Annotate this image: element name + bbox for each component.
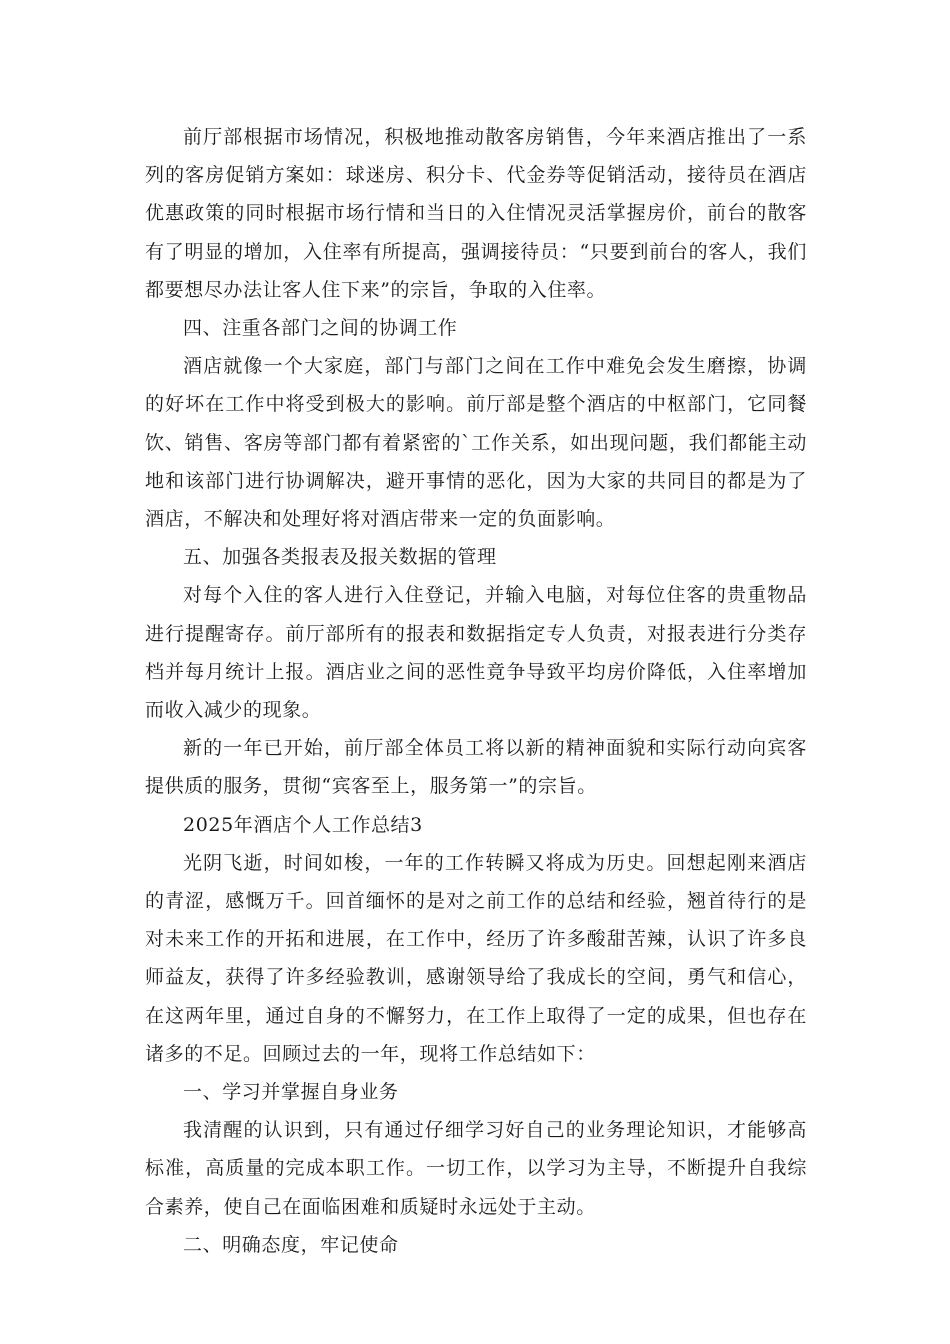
paragraph-learn-business: 我清醒的认识到，只有通过仔细学习好自己的业务理论知识，才能够高标准，高质量的完成本职工作。一切工作，以学习为主导，不断提升自我综合素养，使自己在面临困难和质疑时永远处于主动。 <box>145 1119 807 1218</box>
heading-report-management: 五、加强各类报表及报关数据的管理 <box>183 546 497 569</box>
document-body <box>145 118 807 1264</box>
paragraph-coordination: 酒店就像一个大家庭，部门与部门之间在工作中难免会发生磨擦，协调的好坏在工作中将受到极大的影响。前厅部是整个酒店的中枢部门，它同餐饮、销售、客房等部门都有着紧密的`工作关系，如出现问题，我们都能主动地和该部门进行协调解决，避开事情的恶化，因为大家的共同目的都是为了酒店，不解决和处理好将对酒店带来一定的负面影响。 <box>145 355 807 531</box>
paragraph-new-year: 新的一年已开始，前厅部全体员工将以新的精神面貌和实际行动向宾客提供质的服务，贯彻“宾客至上，服务第一”的宗旨。 <box>145 737 807 798</box>
paragraph-report-management: 对每个入住的客人进行入住登记，并输入电脑，对每位住客的贵重物品进行提醒寄存。前厅部所有的报表和数据指定专人负责，对报表进行分类存档并每月统计上报。酒店业之间的恶性竟争导致平均房价降低，入住率增加而收入减少的现象。 <box>145 584 807 722</box>
heading-attitude-mission: 二、明确态度，牢记使命 <box>183 1233 399 1256</box>
heading-department-coordination: 四、注重各部门之间的协调工作 <box>183 317 458 340</box>
paragraph-front-desk-sales: 前厅部根据市场情况，积极地推动散客房销售，今年来酒店推出了一系列的客房促销方案如：球迷房、积分卡、代金券等促销活动，接待员在酒店优惠政策的同时根据市场行情和当日的入住情况灵活掌握房价，前台的散客有了明显的增加，入住率有所提高，强调接待员：“只要到前台的客人，我们都要想尽办法让客人住下来”的宗旨，争取的入住率。 <box>145 126 807 301</box>
paragraph-summary-intro: 光阴飞逝，时间如梭，一年的工作转瞬又将成为历史。回想起刚来酒店的青涩，感慨万千。回首缅怀的是对之前工作的总结和经验，翘首待行的是对未来工作的开拓和进展，在工作中，经历了许多酸甜苦辣，认识了许多良师益友，获得了许多经验教训，感谢领导给了我成长的空间，勇气和信心，在这两年里，通过自身的不懈努力，在工作上取得了一定的成果，但也存在诸多的不足。回顾过去的一年，现将工作总结如下： <box>145 851 807 1065</box>
section-title-summary-3: 2025年酒店个人工作总结3 <box>183 813 423 836</box>
heading-learn-business: 一、学习并掌握自身业务 <box>183 1081 399 1104</box>
